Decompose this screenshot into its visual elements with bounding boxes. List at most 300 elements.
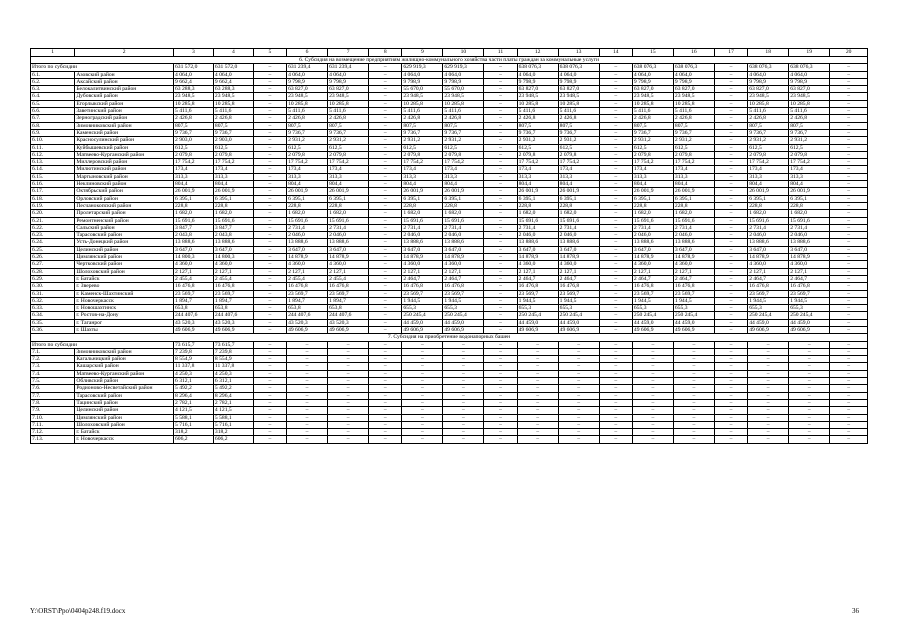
value-cell: – — [599, 232, 632, 239]
value-cell: – — [287, 399, 328, 406]
value-cell: 9 736,7 — [558, 129, 599, 136]
value-cell: – — [714, 210, 747, 217]
value-cell: – — [253, 290, 286, 297]
district-name-cell: Матвеево-Курганский район — [75, 370, 174, 377]
value-cell: – — [748, 421, 789, 428]
value-cell: 63 827,0 — [748, 86, 789, 93]
value-cell: 26 001,9 — [558, 188, 599, 195]
value-cell: 4 064,0 — [632, 71, 673, 78]
value-cell: – — [253, 232, 286, 239]
value-cell: – — [830, 137, 868, 144]
value-cell: 63 827,0 — [673, 86, 714, 93]
value-cell: 629 919,3 — [443, 64, 484, 71]
district-name-cell: Октябрьский район — [75, 188, 174, 195]
value-cell: 43 520,3 — [213, 319, 253, 326]
value-cell: – — [599, 429, 632, 436]
value-cell: 13 888,6 — [402, 239, 443, 246]
table-row — [31, 188, 868, 195]
value-cell: 63 288,3 — [213, 86, 253, 93]
district-name-cell: Шолоховский район — [75, 268, 174, 275]
value-cell: 10 285,8 — [402, 100, 443, 107]
value-cell: – — [253, 319, 286, 326]
value-cell: – — [369, 312, 402, 319]
value-cell: – — [484, 181, 517, 188]
value-cell: 2 127,1 — [402, 268, 443, 275]
row-number-cell: 6.18. — [31, 195, 75, 202]
value-cell: – — [369, 261, 402, 268]
table-row — [31, 93, 868, 100]
value-cell: 1 682,0 — [287, 210, 328, 217]
value-cell: 23 569,7 — [748, 290, 789, 297]
row-number-cell: 6.3. — [31, 86, 75, 93]
value-cell: 16 476,8 — [443, 283, 484, 290]
value-cell: – — [599, 392, 632, 399]
table-row — [31, 378, 868, 385]
section-title: 6. Субсидия на возмещение предприятиям жилищно-коммунального хозяйства части платы граждан за коммунальные услуги — [31, 57, 868, 64]
value-cell: 173,4 — [213, 166, 253, 173]
value-cell: 173,4 — [632, 166, 673, 173]
value-cell: 1 944,5 — [517, 297, 558, 304]
value-cell: – — [830, 254, 868, 261]
value-cell: – — [328, 436, 369, 443]
value-cell: 26 001,9 — [328, 188, 369, 195]
row-number-cell: 6.27. — [31, 261, 75, 268]
value-cell: – — [748, 385, 789, 392]
value-cell: 655,3 — [443, 305, 484, 312]
value-cell: 2 731,4 — [287, 224, 328, 231]
table-row — [31, 246, 868, 253]
value-cell: – — [599, 385, 632, 392]
value-cell: 73 615,7 — [174, 341, 214, 348]
value-cell: 2 127,1 — [789, 268, 830, 275]
value-cell: 6 395,1 — [789, 195, 830, 202]
value-cell: – — [714, 93, 747, 100]
value-cell: 4 250,3 — [174, 370, 214, 377]
value-cell: 63 288,3 — [174, 86, 214, 93]
table-row — [31, 64, 868, 71]
value-cell: 13 888,6 — [443, 239, 484, 246]
column-number-cell: 5 — [253, 49, 286, 57]
value-cell: 2 464,7 — [558, 275, 599, 282]
value-cell: 2 931,2 — [632, 137, 673, 144]
value-cell: – — [632, 385, 673, 392]
value-cell: – — [484, 407, 517, 414]
value-cell: – — [789, 370, 830, 377]
value-cell: 13 888,6 — [748, 239, 789, 246]
value-cell: 44 459,0 — [558, 319, 599, 326]
value-cell: 655,3 — [558, 305, 599, 312]
value-cell: 313,3 — [402, 173, 443, 180]
value-cell: – — [830, 414, 868, 421]
value-cell: 1 682,0 — [673, 210, 714, 217]
value-cell: 173,4 — [287, 166, 328, 173]
value-cell: – — [253, 348, 286, 355]
value-cell: 49 606,9 — [632, 326, 673, 333]
value-cell: – — [748, 348, 789, 355]
value-cell: 4 064,0 — [789, 71, 830, 78]
value-cell: 313,3 — [213, 173, 253, 180]
value-cell: – — [443, 399, 484, 406]
value-cell: 2 931,2 — [789, 137, 830, 144]
value-cell: – — [830, 166, 868, 173]
value-cell: 631 572,0 — [174, 64, 214, 71]
value-cell: – — [369, 239, 402, 246]
value-cell: 173,4 — [748, 166, 789, 173]
value-cell: 1 894,7 — [287, 297, 328, 304]
value-cell: – — [789, 378, 830, 385]
value-cell: 2 931,2 — [402, 137, 443, 144]
value-cell: – — [253, 305, 286, 312]
value-cell: – — [253, 71, 286, 78]
row-number-cell: 6.5. — [31, 100, 75, 107]
value-cell: 15 691,6 — [174, 217, 214, 224]
value-cell: 313,3 — [517, 173, 558, 180]
value-cell: – — [484, 268, 517, 275]
value-cell: 2 426,8 — [558, 115, 599, 122]
value-cell: 2 127,1 — [443, 268, 484, 275]
value-cell: 173,4 — [402, 166, 443, 173]
value-cell: 2 731,4 — [443, 224, 484, 231]
value-cell: – — [599, 283, 632, 290]
value-cell: 17 754,2 — [517, 159, 558, 166]
value-cell: – — [369, 275, 402, 282]
value-cell: – — [714, 348, 747, 355]
value-cell: – — [328, 414, 369, 421]
value-cell: 17 754,2 — [174, 159, 214, 166]
value-cell: 638 076,3 — [632, 64, 673, 71]
value-cell: – — [402, 356, 443, 363]
value-cell: 17 754,2 — [558, 159, 599, 166]
value-cell: – — [632, 378, 673, 385]
table-row — [31, 129, 868, 136]
table-row — [31, 283, 868, 290]
value-cell: – — [714, 151, 747, 158]
value-cell: 2 079,8 — [748, 151, 789, 158]
value-cell: 49 606,9 — [789, 326, 830, 333]
district-name-cell: Обливский район — [75, 378, 174, 385]
value-cell: – — [714, 421, 747, 428]
value-cell: – — [517, 356, 558, 363]
value-cell: 1 682,0 — [517, 210, 558, 217]
value-cell: 2 782,1 — [213, 399, 253, 406]
value-cell: 228,8 — [402, 202, 443, 209]
value-cell: 3 647,0 — [328, 246, 369, 253]
value-cell: 8 554,9 — [213, 356, 253, 363]
value-cell: – — [714, 224, 747, 231]
value-cell: 2 127,1 — [328, 268, 369, 275]
value-cell: 2 046,0 — [443, 232, 484, 239]
value-cell: – — [599, 290, 632, 297]
value-cell: – — [714, 407, 747, 414]
value-cell: – — [517, 363, 558, 370]
value-cell: 2 931,2 — [558, 137, 599, 144]
value-cell: – — [369, 385, 402, 392]
total-label-cell: Итого по субсидии — [31, 341, 174, 348]
value-cell: – — [402, 348, 443, 355]
value-cell: – — [673, 385, 714, 392]
value-cell: – — [369, 326, 402, 333]
value-cell: – — [253, 217, 286, 224]
value-cell: 313,3 — [673, 173, 714, 180]
value-cell: 2 464,7 — [443, 275, 484, 282]
value-cell: 26 001,9 — [517, 188, 558, 195]
value-cell: 23 948,5 — [443, 93, 484, 100]
value-cell: – — [253, 297, 286, 304]
value-cell: 2 731,4 — [328, 224, 369, 231]
row-number-cell: 6.31. — [31, 290, 75, 297]
value-cell: – — [369, 86, 402, 93]
value-cell: – — [287, 436, 328, 443]
value-cell: – — [517, 414, 558, 421]
district-name-cell: Матвеево-Курганский район — [75, 151, 174, 158]
value-cell: – — [748, 429, 789, 436]
value-cell: – — [484, 246, 517, 253]
value-cell: – — [402, 414, 443, 421]
value-cell: – — [369, 181, 402, 188]
value-cell: – — [287, 356, 328, 363]
value-cell: – — [830, 122, 868, 129]
district-name-cell: Сальский район — [75, 224, 174, 231]
value-cell: 9 736,7 — [632, 129, 673, 136]
column-number-cell: 4 — [213, 49, 253, 57]
value-cell: 9 736,7 — [789, 129, 830, 136]
value-cell: 4 360,0 — [558, 261, 599, 268]
value-cell: – — [253, 173, 286, 180]
row-number-cell: 6.17. — [31, 188, 75, 195]
value-cell: 16 476,8 — [174, 283, 214, 290]
value-cell: – — [484, 312, 517, 319]
value-cell: 17 754,2 — [287, 159, 328, 166]
value-cell: 8 554,9 — [174, 356, 214, 363]
value-cell: 655,3 — [517, 305, 558, 312]
value-cell: 23 569,7 — [673, 290, 714, 297]
value-cell: 228,8 — [673, 202, 714, 209]
value-cell: – — [443, 436, 484, 443]
value-cell: – — [517, 429, 558, 436]
table-row — [31, 436, 868, 443]
value-cell: 173,4 — [174, 166, 214, 173]
value-cell: – — [484, 414, 517, 421]
value-cell: 13 888,6 — [789, 239, 830, 246]
value-cell: 17 754,2 — [328, 159, 369, 166]
value-cell: – — [287, 363, 328, 370]
value-cell: – — [714, 232, 747, 239]
value-cell: – — [599, 78, 632, 85]
value-cell: 804,4 — [402, 181, 443, 188]
value-cell: – — [830, 239, 868, 246]
value-cell: 2 127,1 — [748, 268, 789, 275]
value-cell: – — [287, 407, 328, 414]
value-cell: – — [253, 356, 286, 363]
value-cell: – — [830, 283, 868, 290]
table-row — [31, 217, 868, 224]
value-cell: – — [253, 115, 286, 122]
district-name-cell: Миллеровский район — [75, 159, 174, 166]
value-cell: – — [484, 297, 517, 304]
value-cell: – — [484, 326, 517, 333]
value-cell: 313,3 — [558, 173, 599, 180]
district-name-cell: Целинский район — [75, 246, 174, 253]
column-number-cell: 6 — [287, 49, 328, 57]
value-cell: 6 395,1 — [443, 195, 484, 202]
value-cell: 63 827,0 — [517, 86, 558, 93]
value-cell: – — [714, 173, 747, 180]
value-cell: 5 411,6 — [632, 108, 673, 115]
value-cell: – — [484, 159, 517, 166]
value-cell: 23 569,7 — [287, 290, 328, 297]
value-cell: – — [830, 297, 868, 304]
value-cell: 2 079,8 — [558, 151, 599, 158]
value-cell: 2 127,1 — [174, 268, 214, 275]
value-cell: 9 736,7 — [517, 129, 558, 136]
table-row — [31, 275, 868, 282]
value-cell: 3 647,0 — [558, 246, 599, 253]
value-cell: 49 606,9 — [402, 326, 443, 333]
value-cell: 49 606,9 — [328, 326, 369, 333]
value-cell: 9 736,7 — [748, 129, 789, 136]
value-cell: – — [484, 239, 517, 246]
row-number-cell: 7.2. — [31, 356, 75, 363]
value-cell: – — [830, 232, 868, 239]
value-cell: – — [558, 407, 599, 414]
value-cell: 26 001,9 — [748, 188, 789, 195]
district-name-cell: г. Зверево — [75, 283, 174, 290]
value-cell: 15 691,6 — [402, 217, 443, 224]
value-cell: – — [484, 64, 517, 71]
value-cell: – — [369, 254, 402, 261]
value-cell: 2 079,8 — [328, 151, 369, 158]
district-name-cell: Цимлянский район — [75, 254, 174, 261]
value-cell: 612,5 — [402, 144, 443, 151]
value-cell: 2 426,8 — [402, 115, 443, 122]
value-cell: 655,3 — [402, 305, 443, 312]
value-cell: 1 682,0 — [558, 210, 599, 217]
value-cell: – — [599, 166, 632, 173]
value-cell: – — [830, 108, 868, 115]
value-cell: 2 426,8 — [789, 115, 830, 122]
value-cell: – — [714, 122, 747, 129]
value-cell: 43 520,3 — [328, 319, 369, 326]
value-cell: – — [599, 378, 632, 385]
row-number-cell: 7.5. — [31, 378, 75, 385]
row-number-cell: 7.6. — [31, 385, 75, 392]
value-cell: 5 492,2 — [174, 385, 214, 392]
value-cell: – — [369, 202, 402, 209]
value-cell: 2 464,7 — [673, 275, 714, 282]
value-cell: – — [748, 399, 789, 406]
value-cell: 23 948,5 — [789, 93, 830, 100]
value-cell: – — [253, 151, 286, 158]
value-cell: 804,4 — [517, 181, 558, 188]
value-cell: 4 360,0 — [328, 261, 369, 268]
table-row — [31, 86, 868, 93]
value-cell: 44 459,0 — [673, 319, 714, 326]
value-cell: – — [253, 421, 286, 428]
value-cell: – — [253, 137, 286, 144]
value-cell: – — [253, 429, 286, 436]
column-number-cell: 1 — [31, 49, 75, 57]
value-cell: – — [369, 319, 402, 326]
value-cell: – — [328, 407, 369, 414]
value-cell: – — [443, 429, 484, 436]
value-cell: 16 476,8 — [517, 283, 558, 290]
value-cell: 2 903,0 — [174, 137, 214, 144]
value-cell: 9 662,4 — [174, 78, 214, 85]
district-name-cell: Песчанокопский район — [75, 202, 174, 209]
value-cell: – — [673, 392, 714, 399]
value-cell: – — [484, 217, 517, 224]
value-cell: – — [484, 341, 517, 348]
value-cell: – — [369, 407, 402, 414]
value-cell: – — [369, 421, 402, 428]
value-cell: – — [253, 188, 286, 195]
value-cell: 44 459,0 — [748, 319, 789, 326]
value-cell: – — [599, 159, 632, 166]
table-row — [31, 268, 868, 275]
value-cell: 23 948,5 — [174, 93, 214, 100]
table-row — [31, 224, 868, 231]
value-cell: 804,4 — [174, 181, 214, 188]
value-cell: 4 064,0 — [328, 71, 369, 78]
value-cell: 23 948,5 — [328, 93, 369, 100]
value-cell: 11 337,8 — [174, 363, 214, 370]
value-cell: – — [369, 71, 402, 78]
value-cell: – — [484, 122, 517, 129]
value-cell: – — [830, 392, 868, 399]
value-cell: 228,8 — [328, 202, 369, 209]
value-cell: 14 878,9 — [443, 254, 484, 261]
document-table-container — [30, 48, 868, 444]
value-cell: – — [599, 312, 632, 319]
value-cell: – — [599, 399, 632, 406]
value-cell: 49 606,9 — [287, 326, 328, 333]
value-cell: – — [599, 151, 632, 158]
value-cell: 1 944,5 — [558, 297, 599, 304]
value-cell: – — [484, 283, 517, 290]
value-cell: – — [714, 385, 747, 392]
value-cell: – — [484, 144, 517, 151]
value-cell: 4 064,0 — [174, 71, 214, 78]
table-row — [31, 151, 868, 158]
value-cell: 5 411,6 — [213, 108, 253, 115]
row-number-cell: 6.16. — [31, 181, 75, 188]
value-cell: 26 001,9 — [402, 188, 443, 195]
value-cell: 2 426,8 — [673, 115, 714, 122]
value-cell: 228,8 — [213, 202, 253, 209]
row-number-cell: 6.12. — [31, 151, 75, 158]
value-cell: 2 079,8 — [632, 151, 673, 158]
value-cell: 9 736,7 — [213, 129, 253, 136]
value-cell: – — [599, 363, 632, 370]
value-cell: 14 800,3 — [213, 254, 253, 261]
value-cell: 17 754,2 — [213, 159, 253, 166]
value-cell: – — [369, 159, 402, 166]
value-cell: 2 127,1 — [673, 268, 714, 275]
value-cell: 6 395,1 — [213, 195, 253, 202]
row-number-cell: 6.35. — [31, 319, 75, 326]
value-cell: – — [599, 319, 632, 326]
value-cell: – — [517, 407, 558, 414]
value-cell: – — [714, 195, 747, 202]
value-cell: – — [369, 363, 402, 370]
row-number-cell: 6.8. — [31, 122, 75, 129]
value-cell: 612,5 — [443, 144, 484, 151]
value-cell: – — [369, 210, 402, 217]
value-cell: 10 285,8 — [748, 100, 789, 107]
column-number-cell: 14 — [599, 49, 632, 57]
value-cell: 807,5 — [673, 122, 714, 129]
value-cell: – — [830, 326, 868, 333]
